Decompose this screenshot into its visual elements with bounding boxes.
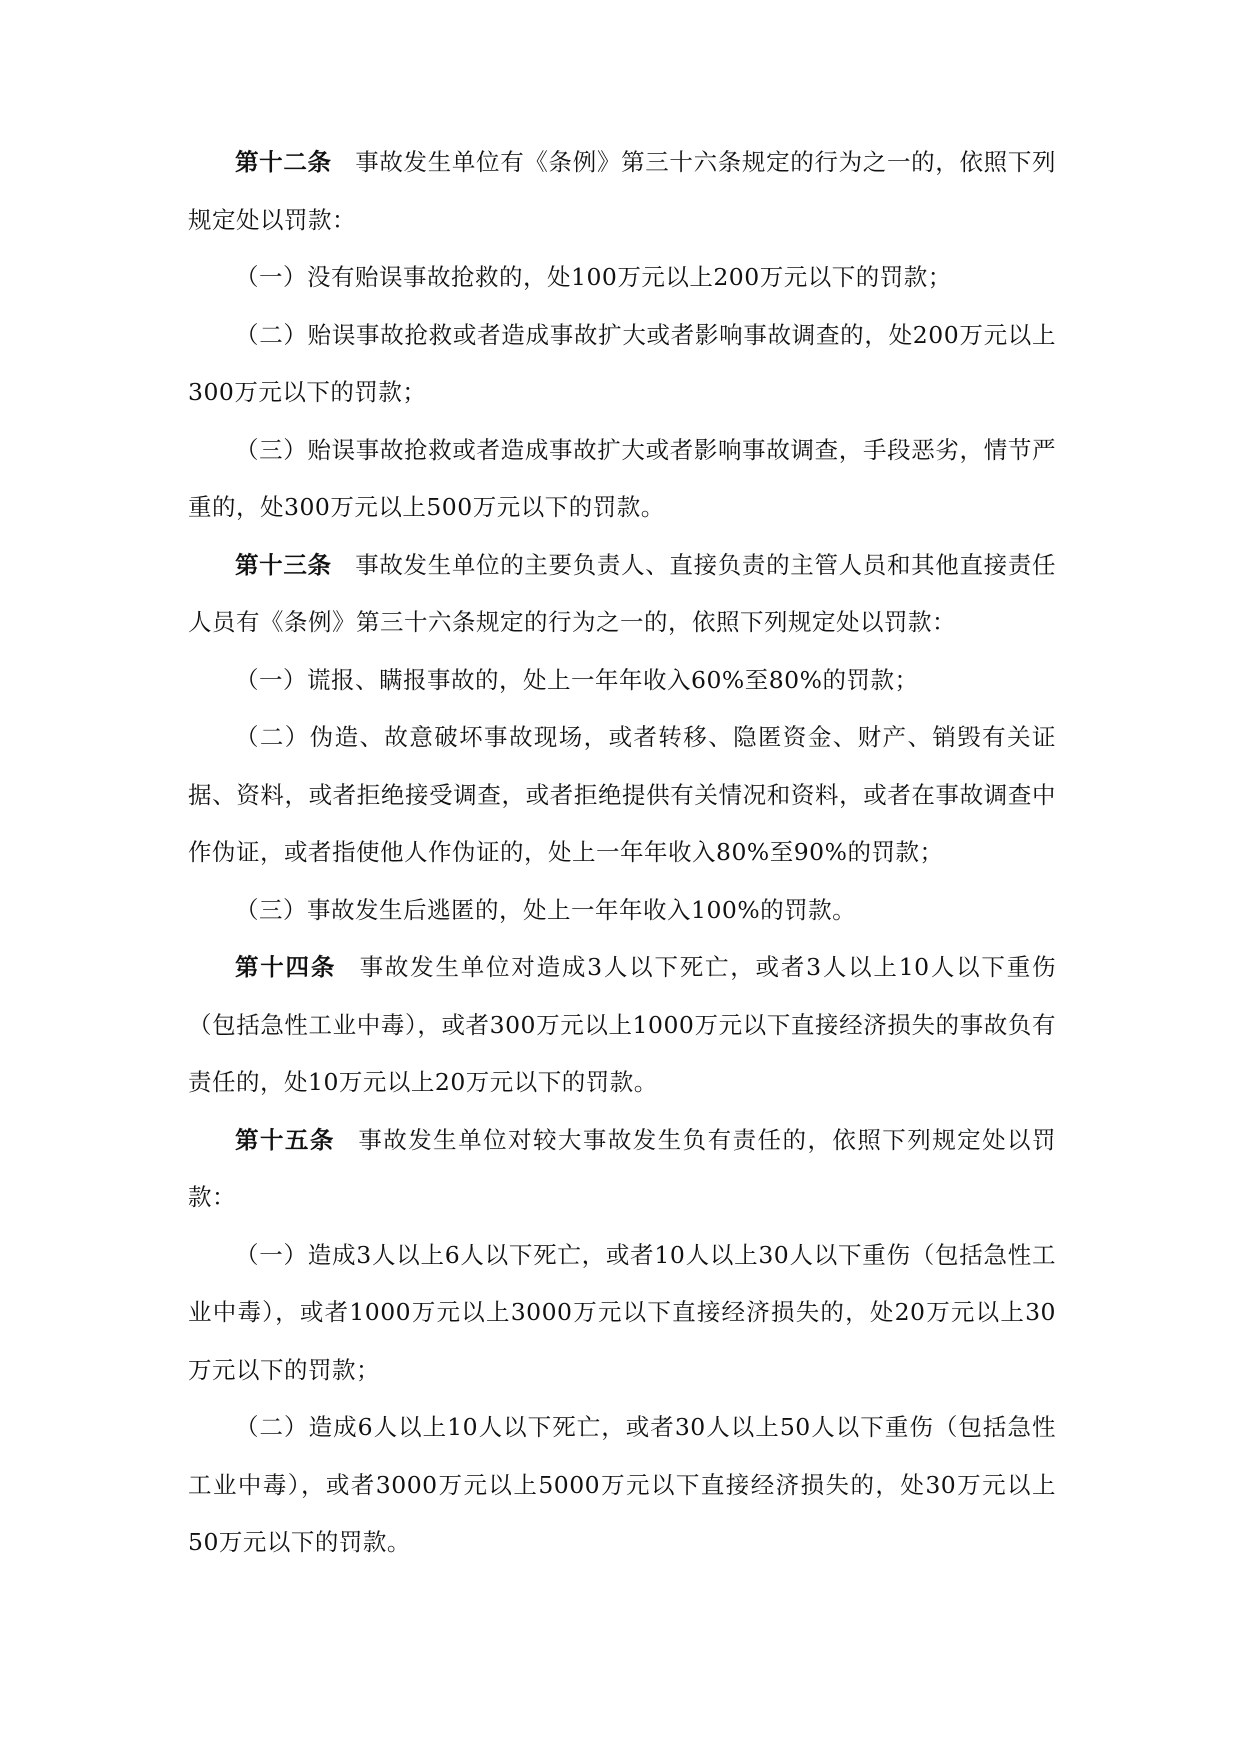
article-15-item-2-text: （二）造成6人以上10人以下死亡，或者30人以上50人以下重伤（包括急性工业中毒），或者3000万元以上5000万元以下直接经济损失的，处30万元以上50万元以下的罚款。 <box>188 1413 1056 1556</box>
article-12-item-3-text: （三）贻误事故抢救或者造成事故扩大或者影响事故调查，手段恶劣，情节严重的，处300万元以上500万元以下的罚款。 <box>188 435 1056 521</box>
article-15-item-1-text: （一）造成3人以上6人以下死亡，或者10人以上30人以下重伤（包括急性工业中毒），或者1000万元以上3000万元以下直接经济损失的，处20万元以上30万元以下的罚款； <box>188 1240 1056 1384</box>
article-13-item-3 <box>188 882 1056 940</box>
article-12-title: 第十二条 <box>235 148 332 176</box>
article-12-item-2 <box>188 307 1056 422</box>
article-13-item-2-text: （二）伪造、故意破坏事故现场，或者转移、隐匿资金、财产、销毁有关证据、资料，或者拒绝接受调查，或者拒绝提供有关情况和资料，或者在事故调查中作伪证，或者指使他人作伪证的，处上一年年收入80%至90%的罚款； <box>188 723 1056 866</box>
article-13-text: 事故发生单位的主要负责人、直接负责的主管人员和其他直接责任人员有《条例》第三十六条规定的行为之一的，依照下列规定处以罚款： <box>188 550 1056 636</box>
article-12-item-3 <box>188 422 1056 537</box>
article-12-item-2-text: （二）贻误事故抢救或者造成事故扩大或者影响事故调查的，处200万元以上300万元以下的罚款； <box>188 320 1056 406</box>
article-13-paragraph <box>188 537 1056 652</box>
article-12-item-1-text: （一）没有贻误事故抢救的，处100万元以上200万元以下的罚款； <box>235 263 952 291</box>
article-15-item-2 <box>188 1399 1056 1572</box>
article-14-title: 第十四条 <box>235 953 337 981</box>
document-page <box>188 134 1056 1572</box>
article-12-item-1 <box>188 249 1056 307</box>
article-13-item-1 <box>188 652 1056 710</box>
article-14-text: 事故发生单位对造成3人以下死亡，或者3人以上10人以下重伤（包括急性工业中毒），或者300万元以上1000万元以下直接经济损失的事故负有责任的，处10万元以上20万元以下的罚款。 <box>188 953 1056 1096</box>
article-15-text: 事故发生单位对较大事故发生负有责任的，依照下列规定处以罚款： <box>188 1125 1057 1211</box>
article-12-paragraph <box>188 134 1056 249</box>
article-15-title: 第十五条 <box>235 1125 335 1154</box>
article-15-item-1 <box>188 1227 1056 1400</box>
article-12-text: 事故发生单位有《条例》第三十六条规定的行为之一的，依照下列规定处以罚款： <box>188 148 1056 234</box>
article-15-paragraph <box>188 1112 1056 1227</box>
article-14-paragraph <box>188 939 1056 1112</box>
article-13-item-1-text: （一）谎报、瞒报事故的，处上一年年收入60%至80%的罚款； <box>235 665 919 694</box>
article-13-item-3-text: （三）事故发生后逃匿的，处上一年年收入100%的罚款。 <box>235 895 857 924</box>
article-13-title: 第十三条 <box>235 550 332 579</box>
article-13-item-2 <box>188 709 1056 882</box>
